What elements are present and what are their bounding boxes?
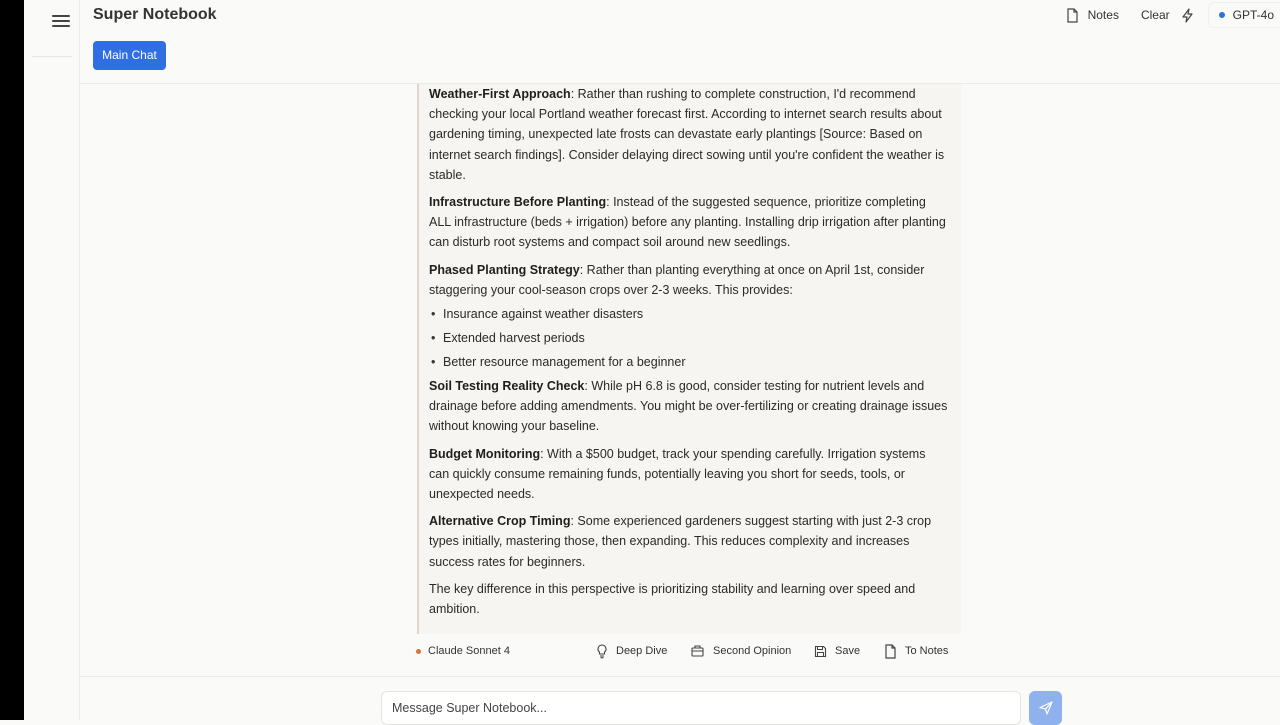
response-bullet-list <box>429 302 961 374</box>
list-item: • Better resource management for a beginner <box>429 350 961 374</box>
response-model-name: Claude Sonnet 4 <box>428 645 510 657</box>
model-label: GPT-4o <box>1232 8 1274 22</box>
save-button[interactable] <box>814 640 860 662</box>
menu-icon[interactable] <box>52 12 70 28</box>
list-item: • Insurance against weather disasters <box>429 302 961 326</box>
floppy-icon <box>814 645 827 658</box>
document-icon <box>884 644 897 659</box>
to-notes-label: To Notes <box>905 645 949 657</box>
model-dot <box>416 649 421 654</box>
left-edge-bar <box>0 0 24 720</box>
composer <box>80 676 1280 720</box>
sidebar <box>24 0 80 720</box>
response-paragraph: Alternative Crop Timing: Some experienced gardeners suggest starting with just 2-3 crop types initially, mastering those, then expanding. This reduces complexity and increases success rates for beginners. <box>429 514 932 569</box>
header-actions <box>1066 4 1280 26</box>
assistant-response <box>417 84 961 634</box>
to-notes-button[interactable] <box>884 640 948 662</box>
clear-button[interactable] <box>1141 8 1170 22</box>
deep-dive-label: Deep Dive <box>616 645 668 657</box>
paper-plane-icon <box>1039 701 1053 715</box>
lightning-button[interactable] <box>1182 8 1194 23</box>
response-model-tag <box>416 640 510 662</box>
scale-icon <box>690 644 705 658</box>
deep-dive-button[interactable] <box>596 640 667 662</box>
response-paragraph: Weather-First Approach: Rather than rushing to complete construction, I'd recommend checking your local Portland weather forecast first. According to internet search results about gardening timing, unexpected late frosts can devastate early plantings [Source: Based on internet search findings]. Consider delaying direct sowing until you're confident the weather is stable. <box>429 87 945 182</box>
list-item: • Extended harvest periods <box>429 326 961 350</box>
response-closing: The key difference in this perspective is prioritizing stability and learning over speed and ambition. <box>429 581 916 617</box>
model-status-dot <box>1219 12 1225 18</box>
document-icon <box>1066 8 1079 23</box>
lightning-icon <box>1182 8 1194 23</box>
second-opinion-label: Second Opinion <box>713 645 792 657</box>
response-paragraph: Budget Monitoring: With a $500 budget, track your spending carefully. Irrigation systems can quickly consume remaining funds, potentially leaving you short for seeds, tools, or unexpected needs. <box>429 446 926 502</box>
model-selector[interactable] <box>1208 2 1280 28</box>
sidebar-divider <box>32 56 72 57</box>
lightbulb-icon <box>596 644 608 659</box>
notes-button[interactable] <box>1066 8 1119 23</box>
notes-label: Notes <box>1087 8 1119 22</box>
response-paragraph: Infrastructure Before Planting: Instead of the suggested sequence, prioritize completing ALL infrastructure (beds + irrigation) before any planting. Installing drip irrigation after planting can disturb root systems and compact soil around new seedlings. <box>429 195 946 250</box>
response-paragraph: Soil Testing Reality Check: While pH 6.8 is good, consider testing for nutrient levels and drainage before adding amendments. You might be over-fertilizing or creating drainage issues without knowing your baseline. <box>429 379 948 434</box>
response-paragraph: Phased Planting Strategy: Rather than planting everything at once on April 1st, consider staggering your cool-season crops over 2-3 weeks. This provides: <box>429 262 925 297</box>
main-chat-button[interactable]: Main Chat <box>93 41 166 70</box>
save-label: Save <box>835 645 861 657</box>
app-title: Super Notebook <box>93 6 217 23</box>
second-opinion-button[interactable] <box>690 640 791 662</box>
clear-label: Clear <box>1140 8 1170 22</box>
header <box>80 0 1280 84</box>
